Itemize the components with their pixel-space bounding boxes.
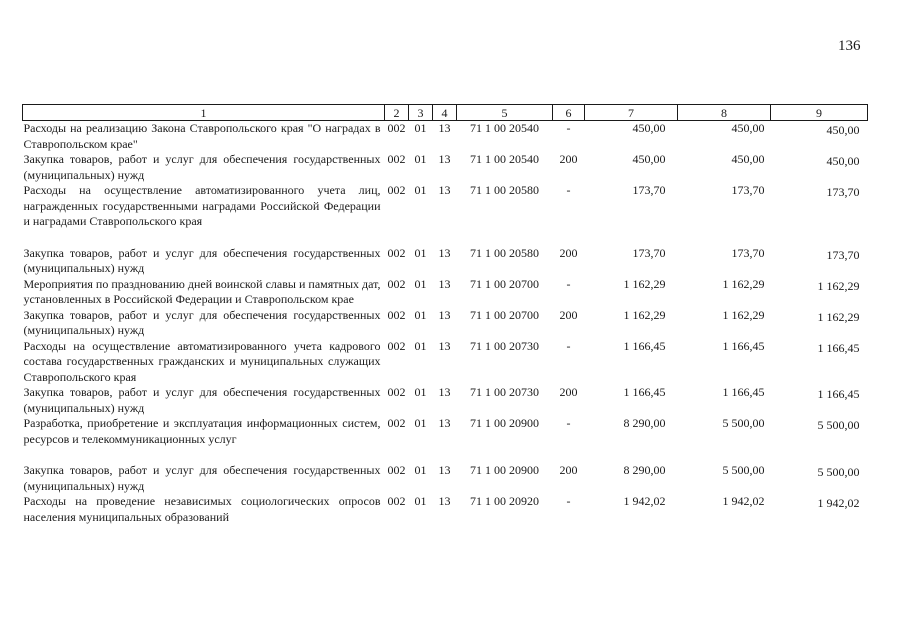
row-subsection-code: 13 (438, 416, 451, 430)
header-col-3: 3 (409, 105, 433, 121)
row-section-code: 01 (414, 121, 427, 135)
row-amount-col7: 173,70 (632, 245, 666, 260)
row-name: Мероприятия по празднованию дней воинской славы и памятных дат, установленных в Российской Федерации и Ставропольском крае (23, 276, 381, 306)
row-target-article: 71 1 00 20900 (470, 416, 539, 430)
row-section-code: 01 (414, 494, 427, 508)
row-name: Разработка, приобретение и эксплуатация информационных систем, ресурсов и телекоммуникационных услуг (23, 416, 381, 446)
table-row (23, 246, 868, 277)
row-subsection-code: 13 (438, 385, 451, 399)
row-section-code: 01 (414, 183, 427, 197)
table-body (23, 121, 868, 526)
row-ministry-code: 002 (387, 183, 406, 197)
row-amount-col8: 1 166,45 (722, 385, 765, 399)
row-amount-col7: 1 162,29 (623, 307, 666, 322)
page-number: 136 (838, 38, 861, 54)
row-ministry-code: 002 (387, 416, 406, 430)
row-spacer (23, 230, 868, 246)
row-target-article: 71 1 00 20580 (470, 245, 539, 260)
header-col-9: 9 (771, 105, 868, 121)
header-row (23, 105, 868, 121)
row-target-article: 71 1 00 20580 (470, 183, 539, 197)
table-row (23, 308, 868, 339)
row-expense-type: - (566, 494, 571, 508)
header-col-1: 1 (23, 105, 385, 121)
row-section-code: 01 (414, 307, 427, 322)
row-ministry-code: 002 (387, 463, 406, 477)
row-target-article: 71 1 00 20540 (470, 121, 539, 135)
table-row (23, 463, 868, 494)
row-expense-type: - (566, 121, 571, 135)
row-subsection-code: 13 (438, 245, 451, 260)
row-expense-type: 200 (559, 463, 578, 477)
row-amount-col9: 1 942,02 (817, 496, 860, 510)
table-row (23, 152, 868, 183)
row-section-code: 01 (414, 385, 427, 399)
row-amount-col8: 450,00 (731, 152, 765, 166)
row-target-article: 71 1 00 20540 (470, 152, 539, 166)
row-expense-type: - (566, 338, 571, 353)
spacer-cell (23, 447, 868, 463)
row-name: Закупка товаров, работ и услуг для обеспечения государственных (муниципальных) нужд (23, 463, 381, 493)
row-amount-col7: 1 162,29 (623, 276, 666, 291)
row-amount-col9: 5 500,00 (817, 418, 860, 432)
row-amount-col9: 5 500,00 (817, 465, 860, 479)
row-target-article: 71 1 00 20730 (470, 338, 539, 353)
row-ministry-code: 002 (387, 338, 406, 353)
row-expense-type: - (566, 416, 571, 430)
row-name: Закупка товаров, работ и услуг для обеспечения государственных (муниципальных) нужд (23, 152, 381, 182)
row-subsection-code: 13 (438, 494, 451, 508)
row-amount-col7: 450,00 (632, 121, 666, 135)
row-name: Расходы на проведение независимых социологических опросов населения муниципальных образований (23, 494, 381, 524)
row-target-article: 71 1 00 20700 (470, 307, 539, 322)
spacer-cell (23, 230, 868, 246)
row-ministry-code: 002 (387, 385, 406, 399)
row-amount-col7: 8 290,00 (623, 416, 666, 430)
row-name: Закупка товаров, работ и услуг для обеспечения государственных (муниципальных) нужд (23, 245, 381, 275)
row-name: Закупка товаров, работ и услуг для обеспечения государственных (муниципальных) нужд (23, 307, 381, 337)
row-amount-col8: 1 942,02 (722, 494, 765, 508)
table-row (23, 494, 868, 525)
row-amount-col9: 1 162,29 (817, 278, 860, 293)
row-subsection-code: 13 (438, 152, 451, 166)
table-row (23, 183, 868, 230)
row-amount-col9: 1 166,45 (817, 387, 860, 401)
header-col-8: 8 (678, 105, 771, 121)
row-ministry-code: 002 (387, 152, 406, 166)
row-section-code: 01 (414, 463, 427, 477)
row-section-code: 01 (414, 245, 427, 260)
row-amount-col9: 450,00 (826, 123, 860, 137)
row-amount-col8: 173,70 (731, 245, 765, 260)
row-target-article: 71 1 00 20700 (470, 276, 539, 291)
row-amount-col8: 1 162,29 (722, 276, 765, 291)
row-amount-col8: 1 166,45 (722, 338, 765, 353)
header-col-2: 2 (385, 105, 409, 121)
row-section-code: 01 (414, 276, 427, 291)
row-amount-col8: 450,00 (731, 121, 765, 135)
row-amount-col7: 450,00 (632, 152, 666, 166)
row-amount-col8: 1 162,29 (722, 307, 765, 322)
budget-expenditure-table (22, 104, 868, 525)
table-row (23, 121, 868, 153)
row-name: Расходы на осуществление автоматизированного учета лиц, награжденных государственными наградами Российской Федерации и наградами Ставропольского края (23, 183, 381, 228)
row-ministry-code: 002 (387, 121, 406, 135)
row-expense-type: - (566, 276, 571, 291)
row-ministry-code: 002 (387, 307, 406, 322)
row-expense-type: - (566, 183, 571, 197)
table-row (23, 385, 868, 416)
header-col-6: 6 (553, 105, 585, 121)
row-subsection-code: 13 (438, 121, 451, 135)
row-subsection-code: 13 (438, 276, 451, 291)
row-amount-col9: 1 166,45 (817, 340, 860, 355)
row-ministry-code: 002 (387, 276, 406, 291)
header-col-7: 7 (585, 105, 678, 121)
table-row (23, 416, 868, 447)
row-subsection-code: 13 (438, 338, 451, 353)
row-expense-type: 200 (559, 307, 578, 322)
row-amount-col7: 1 942,02 (623, 494, 666, 508)
table-row (23, 339, 868, 386)
row-subsection-code: 13 (438, 183, 451, 197)
row-amount-col8: 173,70 (731, 183, 765, 197)
row-amount-col7: 1 166,45 (623, 338, 666, 353)
row-amount-col7: 8 290,00 (623, 463, 666, 477)
row-amount-col8: 5 500,00 (722, 463, 765, 477)
header-col-4: 4 (433, 105, 457, 121)
row-expense-type: 200 (559, 385, 578, 399)
row-amount-col9: 450,00 (826, 154, 860, 168)
row-ministry-code: 002 (387, 245, 406, 260)
row-section-code: 01 (414, 338, 427, 353)
row-expense-type: 200 (559, 152, 578, 166)
row-subsection-code: 13 (438, 307, 451, 322)
row-name: Расходы на осуществление автоматизированного учета кадрового состава государственных гражданских и муниципальных служащих Ставропольского края (23, 338, 381, 384)
row-amount-col9: 173,70 (826, 185, 860, 199)
row-expense-type: 200 (559, 245, 578, 260)
row-subsection-code: 13 (438, 463, 451, 477)
header-col-5: 5 (457, 105, 553, 121)
row-target-article: 71 1 00 20730 (470, 385, 539, 399)
row-amount-col9: 1 162,29 (817, 309, 860, 324)
row-target-article: 71 1 00 20900 (470, 463, 539, 477)
row-amount-col8: 5 500,00 (722, 416, 765, 430)
row-name: Закупка товаров, работ и услуг для обеспечения государственных (муниципальных) нужд (23, 385, 381, 415)
row-name: Расходы на реализацию Закона Ставропольского края "О наградах в Ставропольском крае" (23, 121, 381, 151)
table-header (23, 105, 868, 121)
row-ministry-code: 002 (387, 494, 406, 508)
row-target-article: 71 1 00 20920 (470, 494, 539, 508)
row-spacer (23, 447, 868, 463)
row-section-code: 01 (414, 152, 427, 166)
row-section-code: 01 (414, 416, 427, 430)
row-amount-col9: 173,70 (826, 247, 860, 262)
row-amount-col7: 1 166,45 (623, 385, 666, 399)
table-row (23, 277, 868, 308)
row-amount-col7: 173,70 (632, 183, 666, 197)
